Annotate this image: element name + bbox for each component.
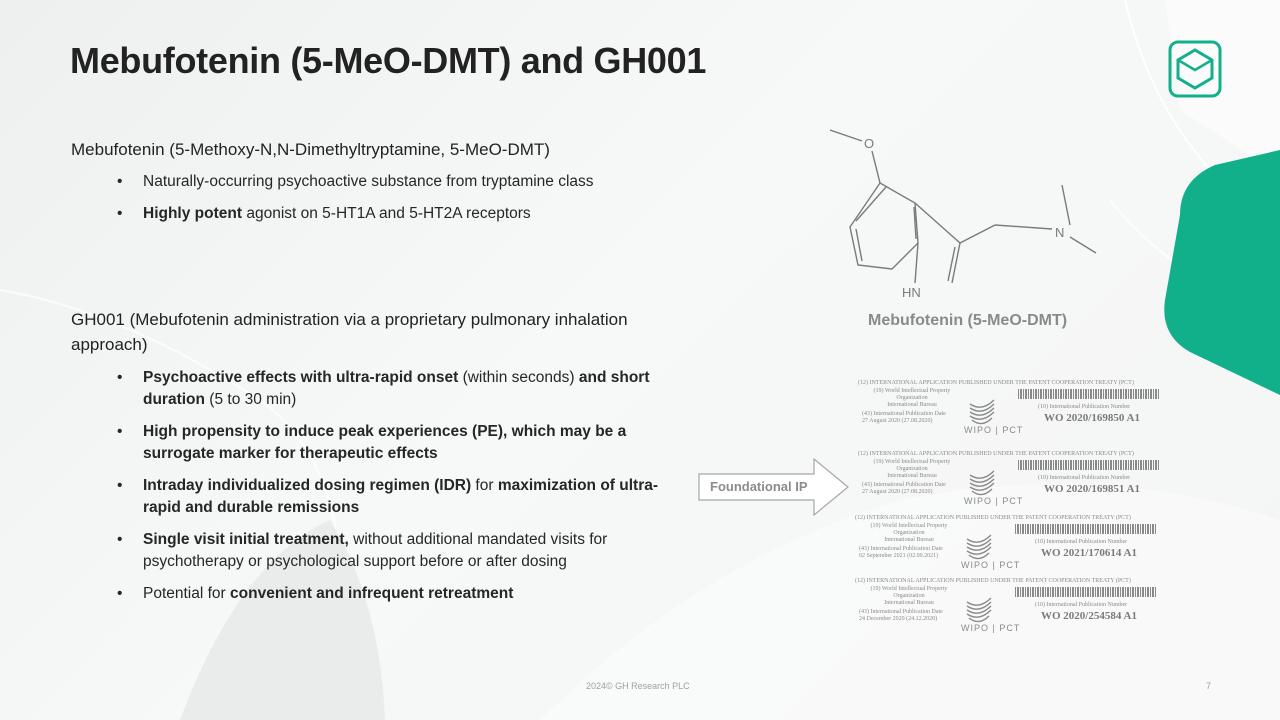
atom-label-n: N xyxy=(1055,225,1065,240)
bullet-dot-icon: • xyxy=(117,531,123,548)
bullet-dot-icon: • xyxy=(117,205,123,222)
bullet-item xyxy=(117,171,594,193)
bullet-text-bold: Intraday individualized dosing regimen (IDR) xyxy=(143,477,472,494)
page-number: 7 xyxy=(1206,681,1212,691)
patent-publication-label: (10) International Publication Number xyxy=(1035,539,1128,545)
bullet-text: for xyxy=(471,477,498,494)
patent-organization: (19) World Intellectual Property Organization International Bureau xyxy=(873,459,951,479)
patent-date-value: 27 August 2020 (27.08.2020) xyxy=(862,418,933,424)
patent-publication-label: (10) International Publication Number xyxy=(1038,475,1131,481)
patent-publication-number: WO 2020/169850 A1 xyxy=(1044,412,1140,424)
wipo-globe-icon xyxy=(962,390,1002,430)
bullet-dot-icon: • xyxy=(117,423,123,440)
bullet-text: (within seconds) xyxy=(458,369,579,386)
bullet-dot-icon: • xyxy=(117,173,123,190)
patent-document xyxy=(855,515,1175,573)
bullet-text-bold: convenient and infrequent retreatment xyxy=(230,585,514,602)
bullet-text: (5 to 30 min) xyxy=(205,391,297,408)
wipo-pct-label: WIPO | PCT xyxy=(961,560,1021,570)
patent-header: (12) INTERNATIONAL APPLICATION PUBLISHED UNDER THE PATENT COOPERATION TREATY (PCT) xyxy=(858,380,1134,386)
bullet-text-bold: and short duration xyxy=(143,369,650,408)
bullet-dot-icon: • xyxy=(117,369,123,386)
patent-date-label: (43) International Publication Date xyxy=(862,411,946,417)
footer-copyright: 2024© GH Research PLC xyxy=(586,681,690,691)
section-heading-gh001: GH001 (Mebufotenin administration via a proprietary pulmonary inhalation approach) xyxy=(71,310,628,354)
patent-publication-label: (10) International Publication Number xyxy=(1035,602,1128,608)
page-title: Mebufotenin (5-MeO-DMT) and GH001 xyxy=(70,40,707,81)
bullet-text: agonist on 5-HT1A and 5-HT2A receptors xyxy=(242,205,531,222)
atom-label-o: O xyxy=(864,136,875,151)
bullet-text: Naturally-occurring psychoactive substance from tryptamine class xyxy=(143,173,594,190)
bullet-text-bold: Highly potent xyxy=(143,205,243,222)
patent-date-value: 24 December 2020 (24.12.2020) xyxy=(859,616,938,622)
gh-research-logo-icon xyxy=(1168,40,1222,98)
patent-organization: (19) World Intellectual Property Organization International Bureau xyxy=(870,523,948,543)
patent-date-label: (43) International Publication Date xyxy=(862,482,946,488)
patent-date-label: (43) International Publication Date xyxy=(859,609,943,615)
patent-organization: (19) World Intellectual Property Organization International Bureau xyxy=(870,586,948,606)
patent-date-value: 02 September 2021 (02.09.2021) xyxy=(859,553,939,559)
patent-header: (12) INTERNATIONAL APPLICATION PUBLISHED UNDER THE PATENT COOPERATION TREATY (PCT) xyxy=(855,515,1131,521)
patent-organization: (19) World Intellectual Property Organization International Bureau xyxy=(873,388,951,408)
wipo-pct-label: WIPO | PCT xyxy=(964,425,1024,435)
patent-date-value: 27 August 2020 (27.08.2020) xyxy=(862,489,933,495)
patent-document xyxy=(858,380,1178,438)
bullet-item xyxy=(117,203,594,225)
bullet-list-mebufotenin xyxy=(117,171,594,235)
patent-header: (12) INTERNATIONAL APPLICATION PUBLISHED UNDER THE PATENT COOPERATION TREATY (PCT) xyxy=(858,451,1134,457)
patent-date xyxy=(862,482,946,496)
molecule-structure-diagram xyxy=(830,125,1120,305)
wipo-pct-label: WIPO | PCT xyxy=(961,623,1021,633)
patent-header: (12) INTERNATIONAL APPLICATION PUBLISHED UNDER THE PATENT COOPERATION TREATY (PCT) xyxy=(855,578,1131,584)
bullet-item xyxy=(117,583,692,605)
patent-publication-number: WO 2020/254584 A1 xyxy=(1041,610,1137,622)
wipo-pct-label: WIPO | PCT xyxy=(964,496,1024,506)
arrow-label: Foundational IP xyxy=(710,479,808,494)
bullet-text-bold: maximization of ultra-rapid and durable remissions xyxy=(143,477,659,516)
patent-barcode xyxy=(1015,587,1157,597)
bullet-dot-icon: • xyxy=(117,477,123,494)
bullet-item xyxy=(117,529,692,573)
patent-publication-number: WO 2020/169851 A1 xyxy=(1044,483,1140,495)
bullet-text-bold: Psychoactive effects with ultra-rapid onset xyxy=(143,369,459,386)
bullet-item xyxy=(117,421,692,465)
patent-date-label: (43) International Publication Date xyxy=(859,546,943,552)
patent-barcode xyxy=(1018,389,1160,399)
bullet-text-bold: High propensity to induce peak experiences (PE), which may be a surrogate marker for therapeutic effects xyxy=(143,423,627,462)
patent-publication-label: (10) International Publication Number xyxy=(1038,404,1131,410)
wipo-globe-icon xyxy=(962,461,1002,501)
patent-document xyxy=(855,578,1175,636)
patent-date xyxy=(859,546,943,560)
patent-document xyxy=(858,451,1178,509)
bullet-text: Potential for xyxy=(143,585,231,602)
wipo-globe-icon xyxy=(959,588,999,628)
wipo-globe-icon xyxy=(959,525,999,565)
bullet-item xyxy=(117,475,692,519)
bullet-item xyxy=(117,367,692,411)
molecule-caption: Mebufotenin (5-MeO-DMT) xyxy=(868,312,1068,329)
patent-barcode xyxy=(1018,460,1160,470)
patent-barcode xyxy=(1015,524,1157,534)
bullet-dot-icon: • xyxy=(117,585,123,602)
section-heading-mebufotenin: Mebufotenin (5-Methoxy-N,N-Dimethyltryptamine, 5-MeO-DMT) xyxy=(71,140,550,159)
bullet-text: without additional mandated visits for psychotherapy or psychological support before or after dosing xyxy=(143,531,608,570)
bullet-text-bold: Single visit initial treatment, xyxy=(143,531,349,548)
patent-publication-number: WO 2021/170614 A1 xyxy=(1041,547,1137,559)
bullet-list-gh001 xyxy=(117,367,692,615)
patent-date xyxy=(859,609,943,623)
patent-date xyxy=(862,411,946,425)
atom-label-hn: HN xyxy=(902,285,921,300)
